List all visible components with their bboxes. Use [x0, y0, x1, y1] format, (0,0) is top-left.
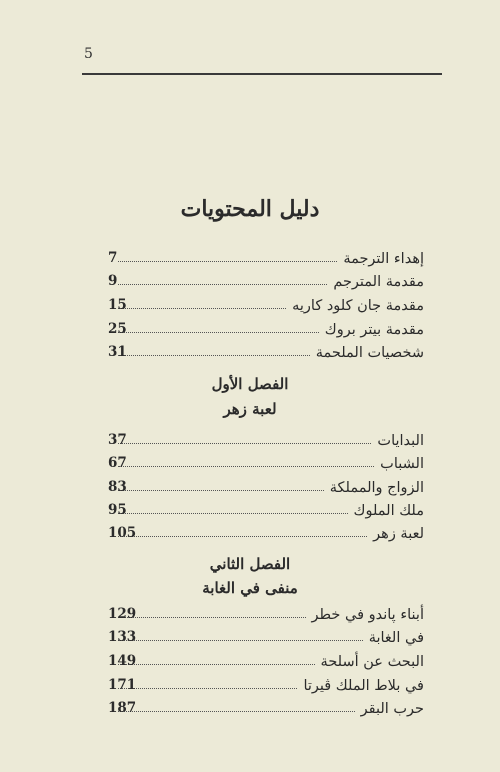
toc-entry [108, 427, 424, 449]
dot-leader [118, 617, 306, 618]
dot-leader [118, 688, 297, 689]
toc-entry [108, 497, 424, 519]
toc-entry [108, 601, 424, 623]
dot-leader [118, 513, 348, 514]
toc-entry-label: حرب البقر [360, 701, 424, 717]
toc-entry-label: الشباب [380, 456, 424, 472]
dot-leader [118, 261, 337, 262]
dot-leader [118, 308, 286, 309]
toc-entry-label: في بلاط الملك ڤيرتا [303, 678, 424, 694]
dot-leader [118, 664, 315, 665]
toc-entry [108, 339, 424, 361]
dot-leader [118, 332, 319, 333]
toc-entry-page: 9 [108, 273, 118, 289]
toc-entry [108, 672, 424, 694]
toc-entry-label: في الغابة [368, 630, 424, 646]
toc-entry [108, 695, 424, 717]
toc-entry-page: 187 [108, 700, 137, 716]
dot-leader [118, 536, 367, 537]
header-rule [82, 73, 442, 75]
toc-entry-label: ملك الملوك [353, 503, 424, 519]
dot-leader [118, 443, 371, 444]
chapter-subtitle: منفى في الغابة [202, 579, 298, 597]
toc-entry-page: 15 [108, 297, 127, 313]
toc-entry-page: 83 [108, 479, 127, 495]
toc-entry [108, 520, 424, 542]
toc-entry [108, 648, 424, 670]
toc-entry-page: 149 [108, 653, 137, 669]
toc-entry-page: 129 [108, 606, 137, 622]
toc-entry-label: مقدمة المترجم [333, 274, 424, 290]
toc-entry [108, 245, 424, 267]
toc-entry-label: الزواج والمملكة [329, 480, 424, 496]
dot-leader [118, 466, 374, 467]
dot-leader [118, 711, 355, 712]
toc-entry-page: 133 [108, 629, 137, 645]
toc-entry-label: مقدمة بيتر بروك [324, 322, 424, 338]
toc-entry-label: البحث عن أسلحة [320, 654, 424, 670]
toc-entry-page: 171 [108, 677, 137, 693]
toc-entry [108, 292, 424, 314]
toc-entry-page: 37 [108, 432, 127, 448]
toc-entry-page: 25 [108, 321, 127, 337]
dot-leader [118, 284, 327, 285]
toc-entry-page: 31 [108, 344, 127, 360]
chapter-heading: الفصل الأول [211, 375, 289, 393]
toc-entry-label: البدايات [377, 433, 424, 449]
page-title: دليل المحتويات [180, 196, 320, 222]
toc-entry-page: 7 [108, 250, 118, 266]
toc-entry [108, 624, 424, 646]
toc-entry [108, 268, 424, 290]
toc-entry-label: إهداء الترجمة [343, 251, 424, 267]
dot-leader [118, 355, 310, 356]
toc-entry-page: 95 [108, 502, 127, 518]
toc-entry-label: أبناء پاندو في خطر [311, 607, 424, 623]
toc-entry-page: 105 [108, 525, 137, 541]
toc-entry [108, 474, 424, 496]
page-number: 5 [84, 46, 93, 62]
toc-entry-label: مقدمة جان كلود كاريه [292, 298, 424, 314]
chapter-heading: الفصل الثاني [209, 555, 291, 573]
toc-entry-label: لعبة زهر [373, 526, 424, 542]
chapter-subtitle: لعبة زهر [223, 400, 277, 418]
toc-entry [108, 450, 424, 472]
dot-leader [118, 490, 324, 491]
toc-entry-page: 67 [108, 455, 127, 471]
dot-leader [118, 640, 363, 641]
toc-entry [108, 316, 424, 338]
toc-entry-label: شخصيات الملحمة [315, 345, 424, 361]
